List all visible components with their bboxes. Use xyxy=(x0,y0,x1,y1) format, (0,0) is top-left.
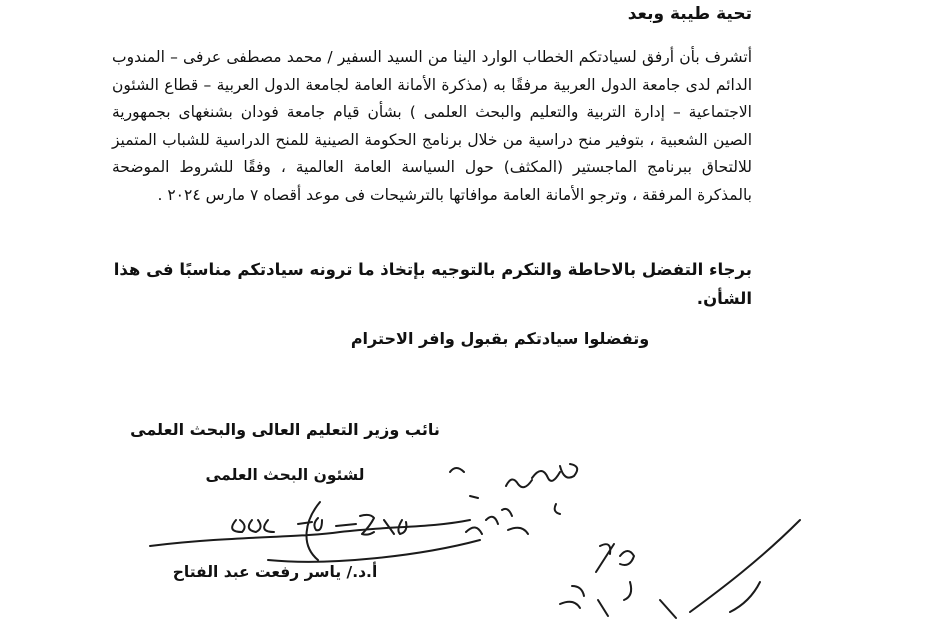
handwritten-date xyxy=(232,515,406,535)
letter-greeting: تحية طيبة وبعد xyxy=(627,4,752,24)
letter-request: برجاء التفضل بالاحاطة والتكرم بالتوجيه بإتخاذ ما ترونه سيادتكم مناسبًا فى هذا الشأن. xyxy=(113,260,752,308)
signatory-name: أ.د./ ياسر رفعت عبد الفتاح xyxy=(172,563,378,581)
signature-stroke-icon xyxy=(660,520,800,618)
signatory-subtitle: لشئون البحث العلمى xyxy=(205,466,365,484)
signature-flourish-icon xyxy=(150,502,480,562)
letter-body-paragraph: أتشرف بأن أرفق لسيادتكم الخطاب الوارد الينا من السيد السفير / محمد مصطفى عرفى – المندوب الدائم لدى جامعة الدول العربية مرفقًا به (مذكرة الأمانة العامة لجامعة الدول العربية – قطاع الشئون الاجتماعية – إدارة التربية والتعليم والبحث العلمى ) بشأن قيام جامعة فودان بشنغهاى بجمهورية الصين الشعبية ، بتوفير منح دراسية من خلال برنامج الحكومة الصينية للمنح الدراسية للشباب المتميز للالتحاق ببرنامج الماجستير (المكثف) حول السياسة العامة العالمية ، وفقًا للشروط الموضحة بالمذكرة المرفقة ، وترجو الأمانة العامة موافاتها بالترشيحات فى موعد أقصاه ٧ مارس ٢٠٢٤ . xyxy=(112,48,752,204)
handwritten-note xyxy=(450,464,577,534)
handwritten-annotation xyxy=(560,544,634,616)
letter-closing: وتفضلوا سيادتكم بقبول وافر الاحترام xyxy=(350,329,650,348)
signatory-title: نائب وزير التعليم العالى والبحث العلمى xyxy=(130,420,440,439)
